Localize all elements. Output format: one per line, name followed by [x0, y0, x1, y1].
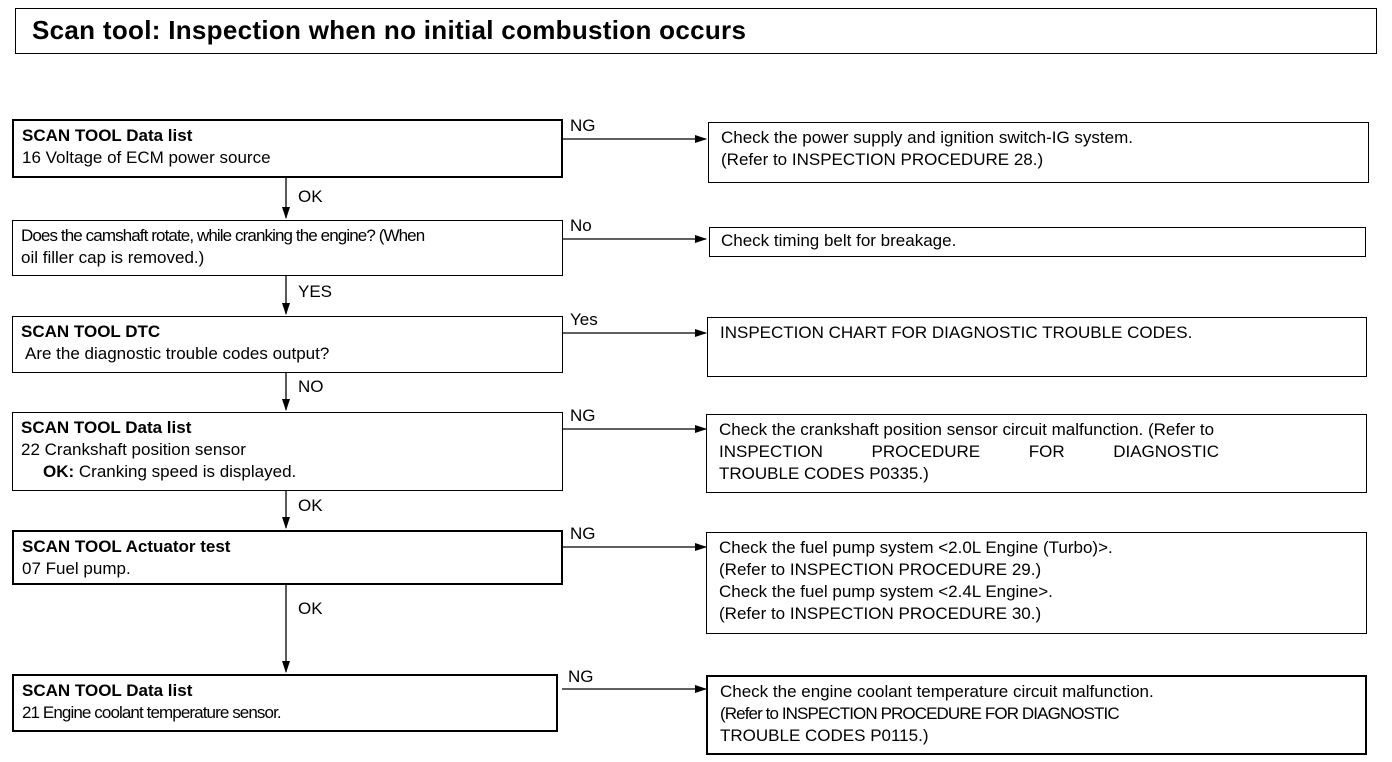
step-3-next-label: NO — [298, 377, 324, 396]
step-6-heading: SCAN TOOL Data list — [22, 681, 193, 700]
result-2-line-1: Check timing belt for breakage. — [721, 231, 957, 250]
step-2-next-label: YES — [298, 282, 333, 301]
step-3-detail: Are the diagnostic trouble codes output? — [25, 344, 330, 363]
step-2-question-line-2: oil filler cap is removed.) — [21, 248, 205, 267]
step-4-next-label: OK — [298, 496, 323, 515]
step-1-heading: SCAN TOOL Data list — [22, 126, 193, 145]
page-title: Scan tool: Inspection when no initial combustion occurs — [15, 8, 1377, 54]
result-4-line-1: Check the crankshaft position sensor circuit malfunction. (Refer to — [719, 420, 1215, 439]
step-3-branch-label: Yes — [570, 310, 598, 329]
step-5-next-label: OK — [298, 599, 323, 618]
step-5-heading: SCAN TOOL Actuator test — [22, 537, 231, 556]
result-5-box — [706, 532, 1367, 634]
step-4-ok-criterion — [21, 461, 556, 483]
step-5-detail: 07 Fuel pump. — [22, 559, 131, 578]
step-6-box — [12, 674, 558, 732]
step-2-box — [12, 220, 563, 276]
step-5-box — [12, 530, 563, 585]
step-4-ok-prefix: OK: — [43, 462, 75, 481]
result-4-box — [706, 414, 1367, 493]
step-1-detail: 16 Voltage of ECM power source — [22, 148, 271, 167]
result-3-box — [707, 317, 1367, 377]
result-1-line-2: (Refer to INSPECTION PROCEDURE 28.) — [721, 150, 1044, 169]
result-1-box — [708, 122, 1369, 183]
result-2-box — [709, 227, 1366, 257]
step-1-next-label: OK — [298, 187, 323, 206]
step-3-heading: SCAN TOOL DTC — [21, 322, 161, 341]
result-5-line-2: (Refer to INSPECTION PROCEDURE 29.) — [719, 560, 1042, 579]
step-1-box — [12, 119, 563, 178]
step-5-branch-label: NG — [570, 524, 596, 543]
result-6-box — [706, 675, 1367, 755]
step-6-branch-label: NG — [568, 667, 594, 686]
step-4-heading: SCAN TOOL Data list — [21, 418, 192, 437]
result-5-line-4: (Refer to INSPECTION PROCEDURE 30.) — [719, 604, 1042, 623]
step-6-detail: 21 Engine coolant temperature sensor. — [22, 703, 281, 722]
result-4-line-2: INSPECTION PROCEDURE FOR DIAGNOSTIC — [719, 442, 1219, 461]
result-3-line-1: INSPECTION CHART FOR DIAGNOSTIC TROUBLE CODES. — [720, 323, 1193, 342]
result-1-line-1: Check the power supply and ignition switch-IG system. — [721, 128, 1133, 147]
step-4-branch-label: NG — [570, 406, 596, 425]
result-6-line-1: Check the engine coolant temperature circuit malfunction. — [720, 682, 1154, 701]
step-2-branch-label: No — [570, 216, 592, 235]
step-1-branch-label: NG — [570, 116, 596, 135]
result-6-line-3: TROUBLE CODES P0115.) — [720, 726, 929, 745]
step-4-ok-text: Cranking speed is displayed. — [78, 462, 297, 481]
step-2-question-line-1: Does the camshaft rotate, while cranking the engine? (When — [21, 226, 425, 245]
step-4-detail: 22 Crankshaft position sensor — [21, 440, 246, 459]
result-6-line-2: (Refer to INSPECTION PROCEDURE FOR DIAGNOSTIC — [720, 704, 1119, 723]
result-5-line-1: Check the fuel pump system <2.0L Engine (Turbo)>. — [719, 538, 1113, 557]
step-4-box — [12, 412, 563, 491]
step-3-box — [12, 316, 563, 373]
result-5-line-3: Check the fuel pump system <2.4L Engine>. — [719, 582, 1053, 601]
result-4-line-3: TROUBLE CODES P0335.) — [719, 464, 929, 483]
